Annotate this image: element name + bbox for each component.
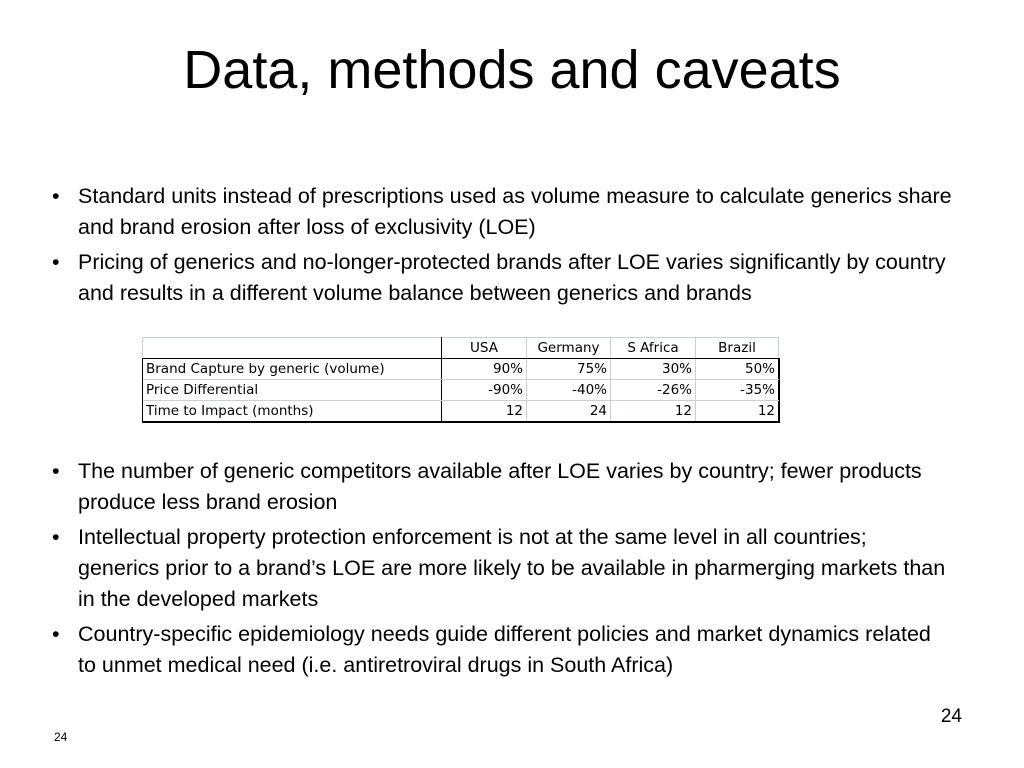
cell-value: 12 [442,401,527,422]
bullet-glyph: • [52,250,60,274]
bullet-glyph: • [52,184,60,208]
row-label: Time to Impact (months) [143,401,442,422]
cell-value: -90% [442,380,527,401]
bullet-glyph: • [52,622,60,646]
cell-value: 30% [611,359,696,380]
slide-title: Data, methods and caveats [183,40,841,100]
table-row [143,380,779,401]
table-header-row [143,338,779,359]
table-row [143,359,779,380]
table-header-brazil: Brazil [696,338,779,359]
bullet-text: Intellectual property protection enforcement is not at the same level in all countries; generics prior to a brand’s LOE are more likely to be available in pharmerging markets than in the developed markets [78,525,946,611]
table-header-s-africa: S Africa [611,338,696,359]
cell-value: -26% [611,380,696,401]
bullet-item [52,619,952,681]
table-header-corner [143,338,442,359]
cell-value: 12 [611,401,696,422]
footer-page-number: 24 [54,730,68,744]
cell-value: 90% [442,359,527,380]
table-header-germany: Germany [527,338,611,359]
row-label: Brand Capture by generic (volume) [143,359,442,380]
bullet-item [52,181,952,243]
bullet-text: The number of generic competitors available after LOE varies by country; fewer products produce less brand erosion [78,459,922,514]
slide-number: 24 [940,706,962,727]
bullet-text: Pricing of generics and no-longer-protected brands after LOE varies significantly by country and results in a different volume balance between generics and brands [78,250,946,305]
table-header-usa: USA [442,338,527,359]
bullet-glyph: • [52,525,60,549]
bullet-glyph: • [52,459,60,483]
bullet-item [52,456,952,518]
cell-value: 24 [527,401,611,422]
row-label: Price Differential [143,380,442,401]
data-table [142,337,779,422]
bullet-text: Country-specific epidemiology needs guide different policies and market dynamics related to unmet medical need (i.e. antiretroviral drugs in South Africa) [78,622,931,677]
bullet-item [52,247,952,309]
bullet-list-bottom [52,456,952,685]
cell-value: 75% [527,359,611,380]
bullet-list-top [52,181,952,313]
cell-value: -40% [527,380,611,401]
table-row [143,401,779,422]
cell-value: 50% [696,359,779,380]
cell-value: -35% [696,380,779,401]
bullet-text: Standard units instead of prescriptions used as volume measure to calculate generics share and brand erosion after loss of exclusivity (LOE) [78,184,952,239]
bullet-item [52,522,952,615]
cell-value: 12 [696,401,779,422]
